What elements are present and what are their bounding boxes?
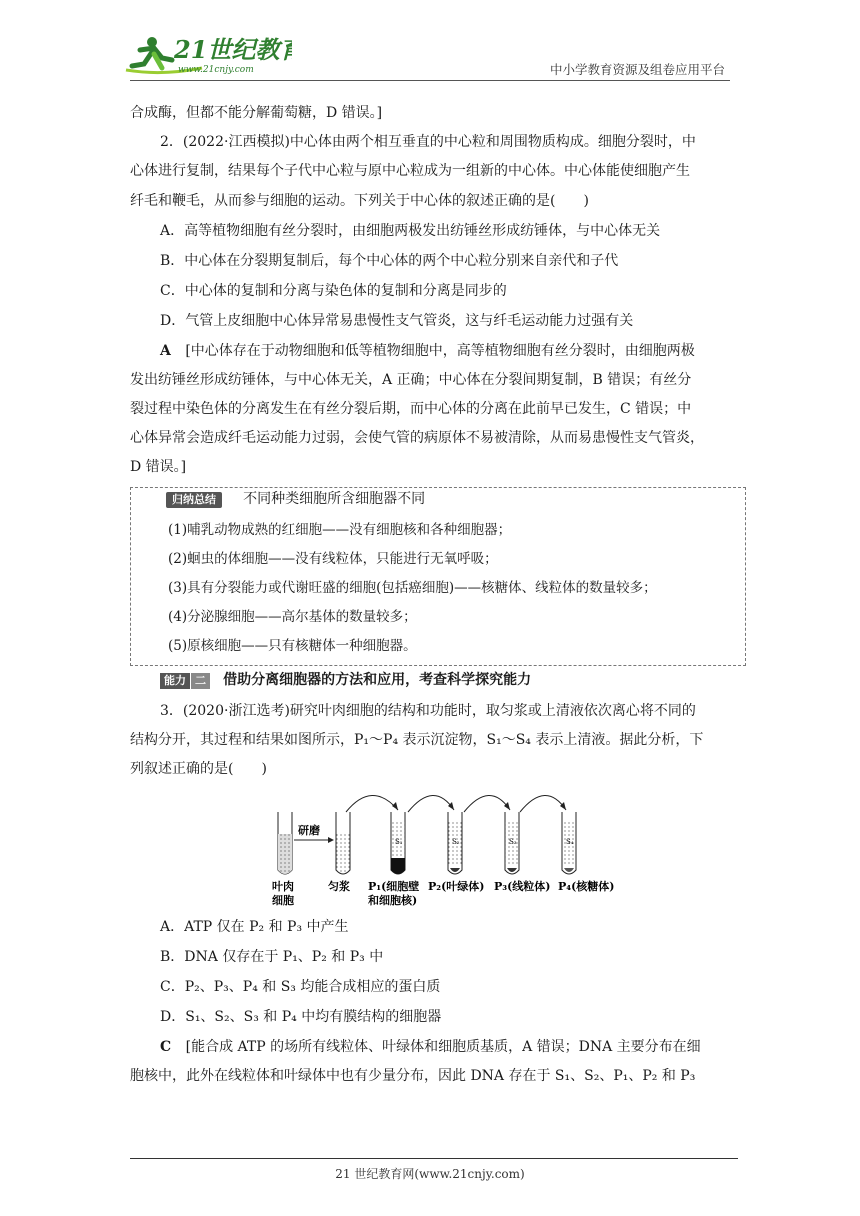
question-3-stem: 列叙述正确的是( ) (130, 761, 267, 777)
svg-text:21世纪教育: 21世纪教育 (174, 35, 292, 64)
question-2-stem: 心体进行复制，结果每个子代中心粒与原中心粒成为一组新的中心体。中心体能使细胞产生 (130, 163, 690, 179)
platform-name: 中小学教育资源及组卷应用平台 (549, 62, 725, 77)
s2-label: S₂ (452, 838, 460, 846)
answer-explanation: 发出纺锤丝形成纺锤体，与中心体无关，A 正确；中心体在分裂间期复制，B 错误；有丝分 (130, 372, 692, 388)
answer-2-line (160, 337, 695, 366)
arrow-icon (520, 795, 566, 812)
option-a: A．高等植物细胞有丝分裂时，由细胞两极发出纺锤丝形成纺锤体，与中心体无关 (160, 223, 661, 239)
p3-label: P₃(线粒体) (494, 880, 551, 893)
summary-item: (5)原核细胞——只有核糖体一种细胞器。 (168, 638, 417, 654)
question-3-stem: 3．(2020·浙江选考)研究叶肉细胞的结构和功能时，取匀浆或上清液依次离心将不同的 (160, 703, 696, 719)
svg-text:www.21cnjy.com: www.21cnjy.com (178, 65, 254, 75)
option-b: B．中心体在分裂期复制后，每个中心体的两个中心粒分别来自亲代和子代 (160, 253, 619, 269)
grind-label: 研磨 (298, 824, 320, 837)
s1-label: S₁ (395, 838, 403, 846)
answer-explanation: 裂过程中染色体的分离发生在有丝分裂后期，而中心体的分离在此前早已发生，C 错误；中 (130, 401, 692, 417)
p4-label: P₄(核糖体) (558, 880, 615, 893)
answer-explanation: [能合成 ATP 的场所有线粒体、叶绿体和细胞质基质，A 错误；DNA 主要分布在细 (185, 1039, 701, 1055)
p1-label: P₁(细胞壁 (368, 880, 420, 893)
ability-number: 二 (191, 673, 210, 689)
runner-logo-icon (122, 30, 292, 80)
option-c: C．P₂、P₃、P₄ 和 S₃ 均能合成相应的蛋白质 (160, 979, 441, 995)
p2-label: P₂(叶绿体) (428, 880, 485, 893)
question-2-stem: 2．(2022·江西模拟)中心体由两个相互垂直的中心粒和周围物质构成。细胞分裂时，中 (160, 134, 696, 150)
summary-item: (4)分泌腺细胞——高尔基体的数量较多； (168, 609, 417, 625)
leaf-cell-label: 叶肉 (272, 880, 294, 893)
answer-letter: A (160, 343, 171, 359)
summary-title: 不同种类细胞所含细胞器不同 (243, 491, 426, 507)
test-tube-icon (448, 812, 462, 874)
footer-link[interactable]: 21 世纪教育网(www.21cnjy.com) (335, 1167, 525, 1181)
footer-divider (130, 1158, 738, 1159)
question-2-stem: 纤毛和鞭毛，从而参与细胞的运动。下列关于中心体的叙述正确的是( ) (130, 193, 589, 209)
text-line: 合成酶，但都不能分解葡萄糖，D 错误。] (130, 105, 383, 121)
arrow-icon (346, 795, 398, 812)
answer-3-line (160, 1033, 701, 1062)
ability-tag: 能力 (160, 673, 190, 689)
summary-item: (2)蛔虫的体细胞——没有线粒体，只能进行无氧呼吸； (168, 551, 498, 567)
answer-letter: C (160, 1039, 172, 1055)
leaf-cell-label: 细胞 (272, 894, 294, 907)
test-tube-icon (505, 812, 519, 874)
summary-tag: 归纳总结 (166, 492, 222, 508)
ability-title: 借助分离细胞器的方法和应用，考查科学探究能力 (223, 672, 532, 688)
option-b: B．DNA 仅存在于 P₁、P₂ 和 P₃ 中 (160, 949, 384, 965)
summary-item: (3)具有分裂能力或代谢旺盛的细胞(包括癌细胞)——核糖体、线粒体的数量较多； (168, 580, 657, 596)
centrifuge-diagram (268, 782, 628, 910)
ability-heading (160, 669, 531, 687)
option-d: D．S₁、S₂、S₃ 和 P₄ 中均有膜结构的细胞器 (160, 1009, 442, 1025)
option-d: D．气管上皮细胞中心体异常易患慢性支气管炎，这与纤毛运动能力过强有关 (160, 313, 634, 329)
test-tube-icon (336, 812, 350, 874)
answer-explanation: [中心体存在于动物细胞和低等植物细胞中，高等植物细胞有丝分裂时，由细胞两极 (185, 343, 695, 359)
question-3-stem: 结构分开，其过程和结果如图所示，P₁～P₄ 表示沉淀物，S₁～S₄ 表示上清液。据此分析，下 (130, 732, 704, 748)
test-tube-icon (391, 812, 405, 874)
test-tube-icon (278, 812, 292, 874)
option-c: C．中心体的复制和分离与染色体的复制和分离是同步的 (160, 283, 507, 299)
s4-label: S₄ (566, 838, 574, 846)
test-tube-icon (562, 812, 576, 874)
answer-explanation: 心体异常会造成纤毛运动能力过弱，会使气管的病原体不易被清除，从而易患慢性支气管炎， (130, 430, 704, 446)
summary-header (166, 488, 425, 508)
site-logo[interactable] (122, 30, 292, 80)
s3-label: S₃ (509, 838, 517, 846)
arrow-icon (464, 795, 510, 812)
arrow-icon (408, 795, 454, 812)
answer-explanation: 胞核中，此外在线粒体和叶绿体中也有少量分布，因此 DNA 存在于 S₁、S₂、P₁、P₂ 和 P₃ (130, 1068, 696, 1084)
homogenate-label: 匀浆 (328, 880, 350, 893)
header-divider (130, 80, 730, 81)
option-a: A．ATP 仅在 P₂ 和 P₃ 中产生 (160, 919, 349, 935)
p1-label: 和细胞核) (368, 894, 418, 907)
summary-item: (1)哺乳动物成熟的红细胞——没有细胞核和各种细胞器； (168, 522, 512, 538)
answer-explanation: D 错误。] (130, 459, 187, 475)
